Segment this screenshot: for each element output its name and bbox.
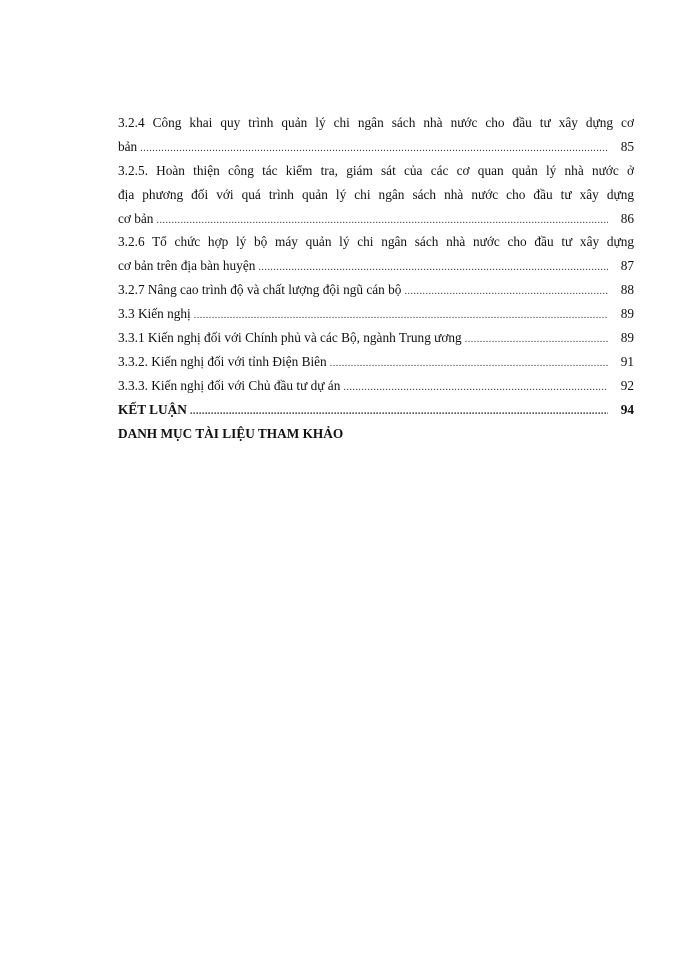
toc-entry-text: cơ bản trên địa bàn huyện — [118, 258, 256, 274]
toc-entry-text: DANH MỤC TÀI LIỆU THAM KHẢO — [118, 425, 344, 441]
toc-line — [118, 183, 634, 207]
toc-entry[interactable] — [118, 302, 634, 326]
toc-line — [118, 398, 634, 422]
toc-entry-text: 3.3.2. Kiến nghị đối với tỉnh Điện Biên — [118, 353, 327, 369]
toc-page-number: 94 — [620, 401, 634, 417]
toc-entry-text: 3.3.3. Kiến nghị đối với Chủ đầu tư dự án — [118, 377, 341, 393]
toc-entry-text: 3.2.4 Công khai quy trình quản lý chi ngân sách nhà nước cho đầu tư xây dựng cơ — [118, 115, 634, 130]
toc-line — [118, 111, 634, 135]
toc-entry-text: 3.3 Kiến nghị — [118, 306, 191, 322]
toc-entry[interactable] — [118, 374, 634, 398]
toc-entry[interactable] — [118, 326, 634, 350]
toc-page-number: 92 — [620, 377, 634, 393]
toc-entry[interactable] — [118, 159, 634, 231]
toc-page-number: 89 — [620, 306, 634, 322]
dot-leader — [140, 137, 608, 159]
toc-line — [118, 159, 634, 183]
toc-page-number: 87 — [620, 258, 634, 274]
table-of-contents — [118, 111, 634, 445]
toc-entry-text: 3.2.5. Hoàn thiện công tác kiểm tra, giám sát của các cơ quan quản lý nhà nước ở — [118, 162, 634, 178]
toc-page-number: 86 — [620, 210, 634, 226]
toc-line — [118, 326, 634, 350]
dot-leader — [156, 209, 608, 231]
toc-page-number: 85 — [620, 138, 634, 154]
toc-entry[interactable] — [118, 278, 634, 302]
toc-line — [118, 374, 634, 398]
toc-entry[interactable] — [118, 422, 634, 446]
toc-line — [118, 230, 634, 254]
toc-entry-text: 3.2.6 Tổ chức hợp lý bộ máy quản lý chi ngân sách nhà nước cho đầu tư xây dựng — [118, 234, 634, 250]
dot-leader — [465, 328, 608, 350]
toc-entry[interactable] — [118, 230, 634, 278]
toc-entry[interactable] — [118, 350, 634, 374]
toc-entry-text: 3.3.1 Kiến nghị đối với Chính phủ và các Bộ, ngành Trung ương — [118, 330, 462, 346]
toc-page-number: 88 — [620, 282, 634, 298]
toc-line — [118, 254, 634, 278]
toc-line — [118, 278, 634, 302]
toc-line — [118, 207, 634, 231]
toc-entry-text: 3.2.7 Nâng cao trình độ và chất lượng đội ngũ cán bộ — [118, 282, 402, 298]
dot-leader — [258, 256, 608, 278]
dot-leader — [190, 400, 608, 422]
dot-leader — [343, 376, 608, 398]
toc-entry-text: KẾT LUẬN — [118, 401, 187, 417]
dot-leader — [330, 352, 608, 374]
toc-page-number: 91 — [620, 353, 634, 369]
toc-entry-text: địa phương đối với quá trình quản lý chi ngân sách nhà nước cho đầu tư xây dựng — [118, 186, 634, 202]
toc-line — [118, 302, 634, 326]
dot-leader — [194, 304, 608, 326]
toc-line — [118, 422, 634, 446]
toc-entry-text: cơ bản — [118, 210, 154, 226]
toc-line — [118, 350, 634, 374]
dot-leader — [404, 280, 608, 302]
toc-page-number: 89 — [620, 330, 634, 346]
toc-line — [118, 135, 634, 159]
toc-entry[interactable] — [118, 398, 634, 422]
toc-entry[interactable] — [118, 111, 634, 159]
toc-entry-text: bản — [118, 138, 138, 154]
